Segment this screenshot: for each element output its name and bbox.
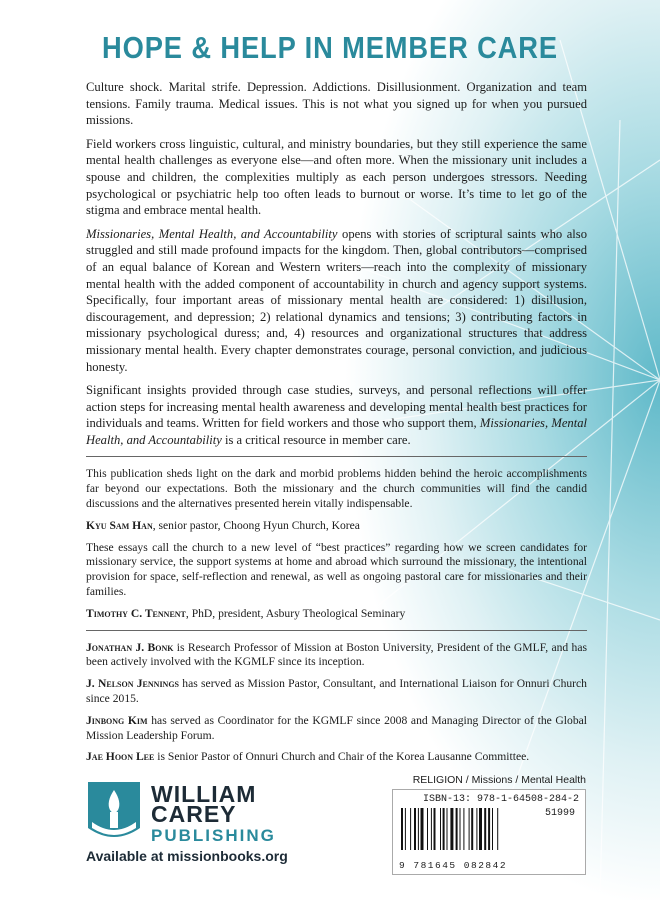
- endorsement-1-text: This publication sheds light on the dark and morbid problems hidden behind the heroic accomplishments far beyond our expectations. Both the missionary and the church communities will find the candid discussions and the alternatives presented herein vitally indispensable.: [86, 467, 587, 511]
- barcode-bar: [479, 808, 482, 850]
- barcode-bar: [421, 808, 424, 850]
- book-title-italic: Missionaries, Mental Health, and Accountability: [86, 226, 338, 241]
- paragraph-3: Missionaries, Mental Health, and Accountability opens with stories of scriptural saints who also struggled and still made profound impacts for the kingdom. Then, global contributors—comprised of an equal balance of Korean and Western writers—reach into the complexity of missionary mental health with the added component of accountability in church and agency support systems. Specifically, four important areas of missionary mental health are considered: 1) disillusion, discouragement, and depression; 2) relational dynamics and tensions; 3) contributing factors in missionary psychological duress; and, 4) resources and organizational structures that address missionary mental health. Every chapter demonstrates courage, personal conviction, and judicious honesty.: [86, 226, 587, 374]
- barcode-bar: [460, 808, 461, 850]
- barcode-bar: [401, 808, 403, 850]
- barcode-bar: [463, 808, 464, 850]
- cover-title: HOPE & HELP IN MEMBER CARE: [102, 30, 558, 65]
- endorsement-2-attribution: Timothy C. Tennent, PhD, president, Asbury Theological Seminary: [86, 606, 406, 620]
- bisac-category: RELIGION / Missions / Mental Health: [412, 774, 586, 786]
- paragraph-1: Culture shock. Marital strife. Depression. Addictions. Disillusionment. Organization and team tensions. Family trauma. Medical issues. This is not what you signed up for when you pursued missions.: [86, 80, 587, 128]
- barcode-bar: [414, 808, 416, 850]
- barcode-bar: [440, 808, 441, 850]
- bio-lee: Jae Hoon Lee is Senior Pastor of Onnuri Church and Chair of the Korea Lausanne Committee.: [86, 750, 530, 764]
- isbn-label: ISBN-13: 978-1-64508-284-2: [422, 794, 579, 805]
- barcode-digits: 9 781645 082842: [399, 860, 508, 871]
- barcode-bar: [431, 808, 432, 850]
- divider: [86, 630, 587, 631]
- barcode-bar: [497, 808, 498, 850]
- barcode-bar: [405, 808, 406, 850]
- publisher-logo-icon: [84, 780, 144, 846]
- bio-bonk: Jonathan J. Bonk is Research Professor of Mission at Boston University, President of the GMLF, and has been actively involved with the KGMLF since its inception.: [86, 640, 588, 669]
- bio-jennings: J. Nelson Jennings has served as Mission Pastor, Consultant, and International Liaison for Onnuri Church since 2015.: [86, 677, 587, 706]
- barcode-bar: [476, 808, 477, 850]
- divider: [86, 456, 587, 457]
- barcode-bar: [434, 808, 436, 850]
- bio-kim: Jinbong Kim has served as Coordinator for the KGMLF since 2008 and Managing Director of the Global Mission Leadership Forum.: [86, 713, 587, 742]
- availability-text: Available at missionbooks.org: [86, 848, 288, 864]
- barcode-bar: [488, 808, 490, 850]
- barcode-bar: [450, 808, 453, 850]
- barcode-bar: [447, 808, 448, 850]
- barcode-box: [392, 789, 586, 875]
- publisher-wordmark: WILLIAM CAREY PUBLISHING: [151, 781, 276, 845]
- price-code: 51999: [544, 808, 575, 819]
- endorsement-1-attribution: Kyu Sam Han, senior pastor, Choong Hyun Church, Korea: [86, 518, 360, 532]
- paragraph-2: Field workers cross linguistic, cultural, and ministry boundaries, but they still experience the same mental health challenges as everyone else—and often more. When the missionary unit includes a spouse and children, the complexities multiply as each person undergoes stressors. Needing psychological or psychiatric help too often leads to burnout or worse. It’s time to let go of the stigma and embrace mental health.: [86, 136, 587, 218]
- barcode-bar: [456, 808, 458, 850]
- barcode-bar: [418, 808, 419, 850]
- paragraph-4: Significant insights provided through case studies, surveys, and personal reflections will offer action steps for increasing mental health awareness and developing mental health best practices for individuals and teams. Written for field workers and those who support them, Missionaries, Mental Health, and Accountability is a critical resource in member care.: [86, 383, 587, 447]
- barcode-bar: [443, 808, 445, 850]
- barcode-bar: [427, 808, 428, 850]
- book-title-italic: Missionaries, Mental Health, and Accountability: [86, 416, 587, 447]
- barcode-bar: [469, 808, 470, 850]
- barcode-bar: [410, 808, 411, 850]
- barcode-bar: [492, 808, 493, 850]
- barcode-block: [392, 774, 586, 875]
- description-body: [86, 79, 587, 772]
- barcode-bar: [471, 808, 473, 850]
- endorsement-2-text: These essays call the church to a new level of “best practices” regarding how we screen candidates for missionary service, the support systems at home and abroad which surround the missionary, the intentional provision for space, self-reflection and renewal, as well as ongoing pastoral care for missionaries and their families.: [86, 540, 587, 599]
- barcode-bar: [484, 808, 486, 850]
